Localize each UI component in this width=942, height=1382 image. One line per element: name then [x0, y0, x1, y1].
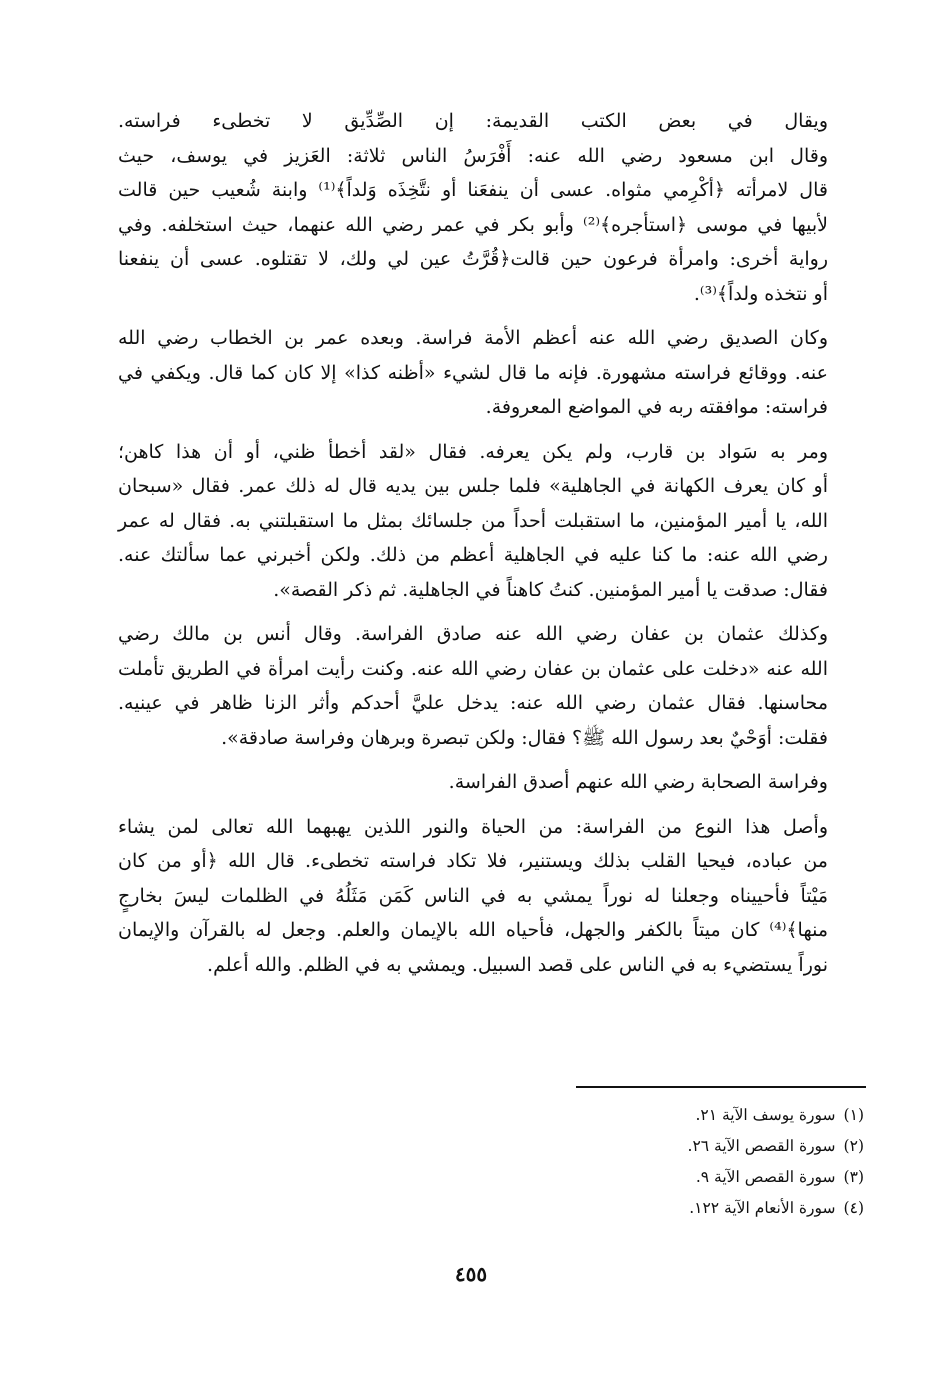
text-line: فراسته: موافقته ربه في المواضع المعروفة.	[485, 396, 828, 418]
footnote-2	[444, 1131, 864, 1162]
paragraph-2	[118, 321, 866, 425]
footnote-divider	[576, 1086, 866, 1088]
text-line: قال لامرأته ﴿أكْرِمي مثواه. عسى أن ينفعَنا أو نتَّخِذَه وَلداً﴾⁽¹⁾ وابنة شُعيب حين قالت	[118, 179, 828, 201]
paragraph-3	[118, 435, 866, 608]
text-line: أو نتخذه ولداً﴾⁽³⁾.	[693, 282, 828, 305]
text-line: فقال: صدقت يا أمير المؤمنين. كنتُ كاهناً في الجاهلية. ثم ذكر القصة».	[273, 578, 828, 601]
body-text	[118, 104, 866, 992]
text-line: وكذلك عثمان بن عفان رضي الله عنه صادق الفراسة. وقال أنس بن مالك رضي	[118, 623, 828, 645]
footnote-number: (٣)	[843, 1168, 864, 1186]
footnote-number: (٢)	[843, 1137, 864, 1155]
paragraph-6	[118, 810, 866, 983]
paragraph-4	[118, 617, 866, 755]
page-number: ٤٥٥	[454, 1262, 488, 1286]
text-line: عنه. ووقائع فراسته مشهورة. فإنه ما قال لشيء «أظنه كذا» إلا كان كما قال. ويكفي في	[118, 361, 828, 384]
text-line: وأصل هذا النوع من الفراسة: من الحياة والنور اللذين يهبهما الله تعالى لمن يشاء	[118, 815, 828, 838]
footnotes	[444, 1100, 864, 1224]
footnote-text: سورة الأنعام الآية ١٢٢.	[689, 1199, 836, 1217]
footnote-text: سورة القصص الآية ٩.	[695, 1168, 836, 1186]
text-line: وكان الصديق رضي الله عنه أعظم الأمة فراسة. وبعده عمر بن الخطاب رضي الله	[118, 327, 828, 349]
text-line: الله، يا أمير المؤمنين، ما استقبلت أحداً من جلسائك بمثل ما استقبلتني به. فقال له عمر	[118, 509, 828, 532]
paragraph-5	[118, 765, 866, 800]
text-line: مَيْتاً فأحييناه وجعلنا له نوراً يمشي به في الناس كَمَن مَثَلُهُ في الظلمات ليسَ بخارجٍ	[118, 884, 828, 907]
text-line: ويقال في بعض الكتب القديمة: إن الصِّدِّيق لا تخطىء فراسته.	[118, 110, 828, 132]
text-line: أو كان يعرف الكهانة في الجاهلية» فلما جلس بين يديه قال له ذلك عمر. فقال «سبحان	[118, 475, 828, 497]
text-line: من عباده، فيحيا القلب بذلك ويستنير، فلا تكاد فراسته تخطىء. قال الله ﴿أو من كان	[118, 850, 828, 872]
footnote-text: سورة القصص الآية ٢٦.	[687, 1137, 836, 1155]
text-line: وفراسة الصحابة رضي الله عنهم أصدق الفراسة.	[448, 771, 828, 793]
text-line: رواية أخرى: وامرأة فرعون حين قالت﴿قُرَّتُ عين لي ولك، لا تقتلوه. عسى أن ينفعنا	[118, 248, 828, 270]
text-line: محاسنها. فقال عثمان رضي الله عنه: يدخل عليَّ أحدكم وأثر الزنا ظاهر في عينيه.	[118, 692, 828, 714]
text-line: وقال ابن مسعود رضي الله عنه: أَفْرَسُ الناس ثلاثة: العَزيز في يوسف، حيث	[118, 144, 828, 167]
text-line: الله عنه «دخلت على عثمان بن عفان رضي الله عنه. وكنت رأيت امرأة في الطريق تأملت	[118, 657, 828, 680]
text-line: رضي الله عنه: ما كنا عليه في الجاهلية أعظم من ذلك. ولكن أخبرني عما سألتك عنه.	[118, 544, 828, 566]
footnote-4	[444, 1193, 864, 1224]
text-line: لأبيها في موسى ﴿استأجره﴾⁽²⁾ وأبو بكر في عمر رضي الله عنهما، حيث استخلفه. وفي	[118, 213, 828, 236]
paragraph-1	[118, 104, 866, 311]
footnote-number: (١)	[843, 1106, 864, 1124]
text-line: ومر به سَواد بن قارب، ولم يكن يعرفه. فقال «لقد أخطأ ظني، أو أن هذا كاهن؛	[118, 440, 828, 463]
footnote-1	[444, 1100, 864, 1131]
footnote-3	[444, 1162, 864, 1193]
text-line: نوراً يستضيء به في الناس على قصد السبيل. ويمشي به في الظلم. والله أعلم.	[207, 953, 828, 976]
text-line: فقلت: أوَحْيٌ بعد رسول الله ﷺ؟ فقال: ولكن تبصرة وبرهان وفراسة صادقة».	[221, 726, 828, 749]
text-line: منها﴾⁽⁴⁾ كان ميتاً بالكفر والجهل، فأحياه الله بالإيمان والعلم. وجعل له بالقرآن والإيمان	[118, 919, 828, 941]
footnote-text: سورة يوسف الآية ٢١.	[695, 1106, 836, 1124]
footnote-number: (٤)	[843, 1199, 864, 1217]
